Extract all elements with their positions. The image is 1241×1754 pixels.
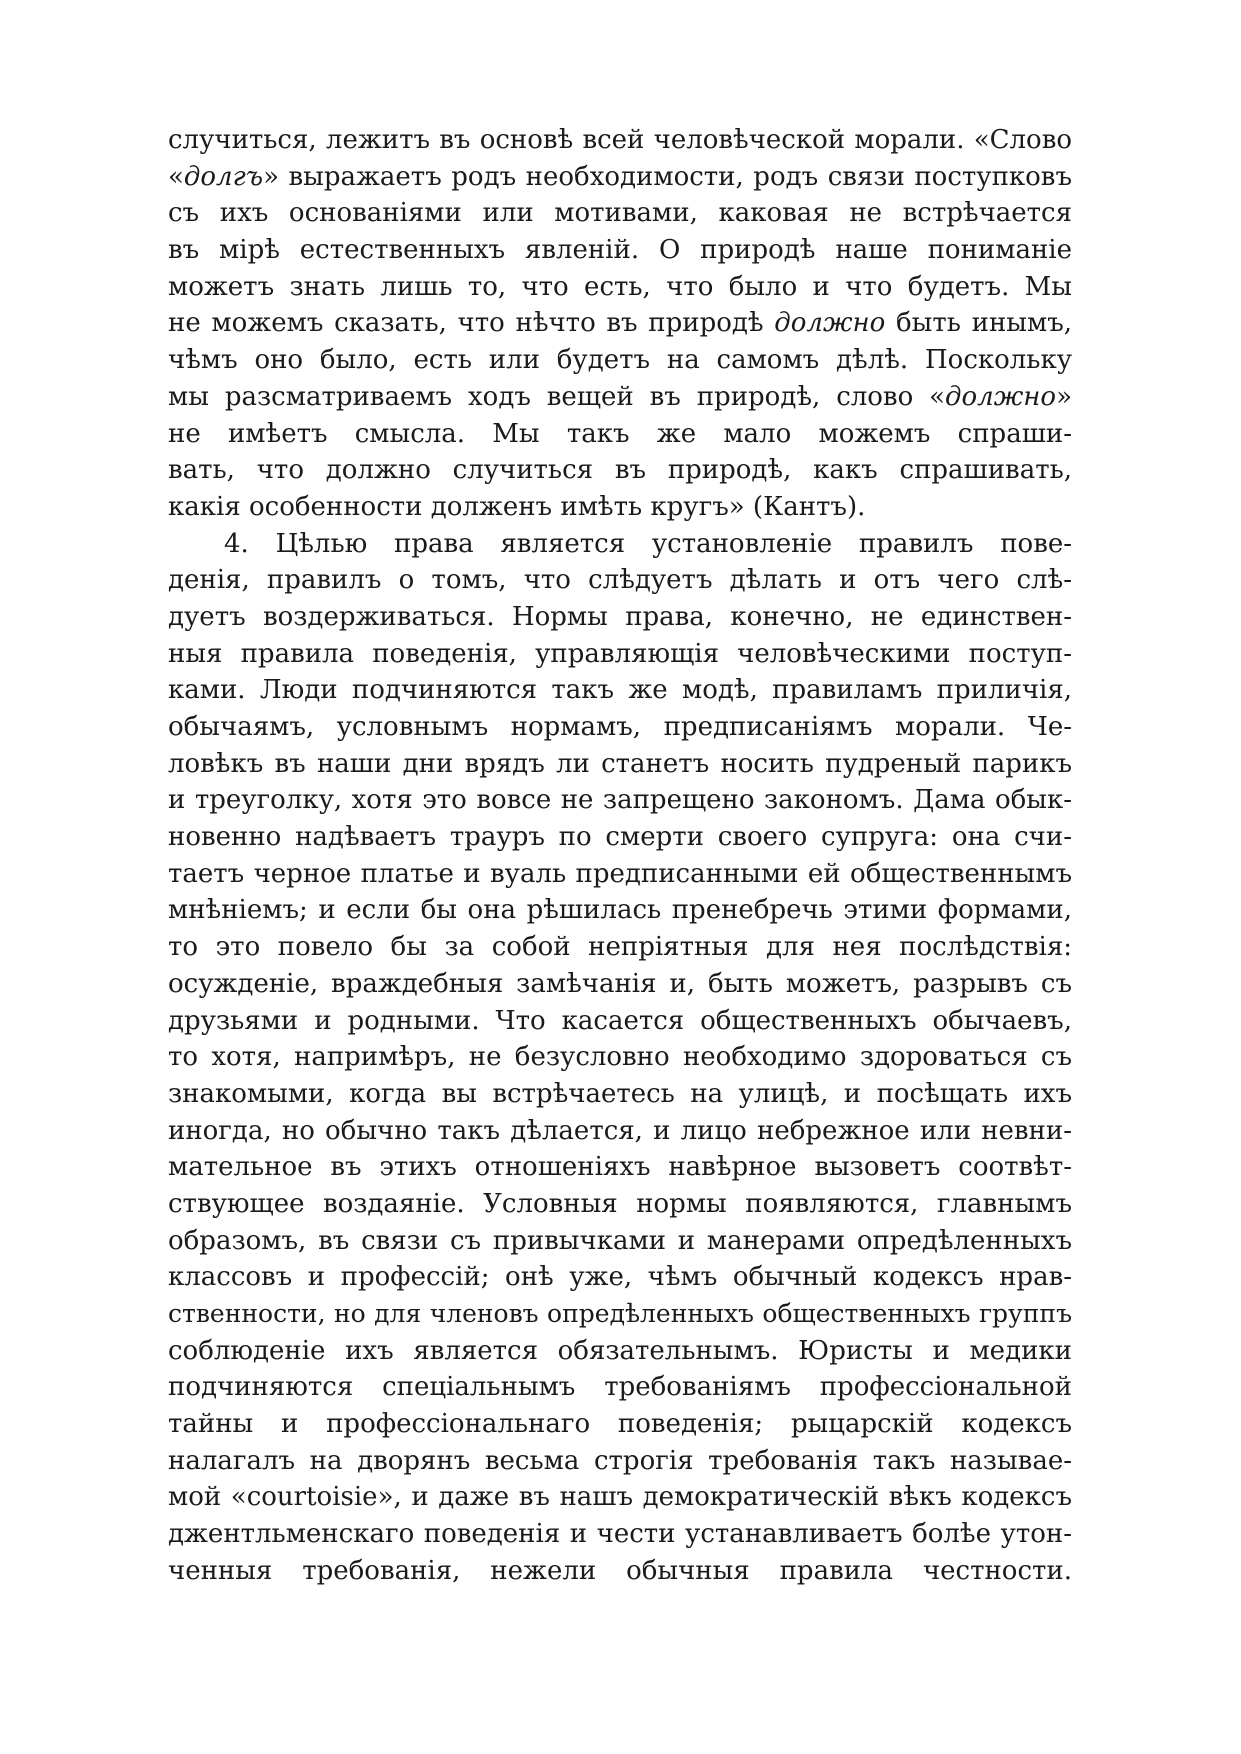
text-line: обычаямъ, условнымъ нормамъ, предписаніямъ морали. Че-	[168, 712, 1072, 742]
text-line: ственности, но для членовъ опредѣленныхъ общественныхъ группъ	[168, 1299, 1072, 1328]
text-line: мой «courtoisie», и даже въ нашъ демократическій вѣкъ кодексъ	[168, 1482, 1072, 1513]
text-line	[168, 305, 1072, 342]
italic-word: должно	[774, 308, 886, 339]
text-line: подчиняются спеціальнымъ требованіямъ профессіональной	[168, 1372, 1072, 1403]
text-line: ками. Люди подчиняются такъ же модѣ, правиламъ приличія,	[168, 675, 1072, 706]
text-line: классовъ и профессій; онѣ уже, чѣмъ обычный кодексъ нрав-	[168, 1262, 1072, 1293]
text-line: налагалъ на дворянъ весьма строгія требованія такъ называе-	[168, 1445, 1072, 1476]
text-line: иногда, но обычно такъ дѣлается, и лицо небрежное или невни-	[168, 1115, 1072, 1146]
text-run: «	[168, 161, 184, 192]
text-line: соблюденіе ихъ является обязательнымъ. Юристы и медики	[168, 1335, 1072, 1366]
text-line: то это повело бы за собой непріятныя для нея послѣдствія:	[168, 932, 1072, 963]
text-run: быть инымъ,	[885, 308, 1072, 339]
text-line	[168, 159, 1072, 196]
text-line: новенно надѣваетъ трауръ по смерти своего супруга: она счи-	[168, 822, 1072, 853]
text-line: съ ихъ основаніями или мотивами, каковая не встрѣчается	[168, 198, 1072, 229]
italic-word: долгъ	[183, 161, 264, 192]
text-line: вать, что должно случиться въ природѣ, какъ спрашивать,	[168, 455, 1072, 486]
text-line: не имѣетъ смысла. Мы такъ же мало можемъ спраши-	[168, 418, 1072, 449]
text-run: мы разсматриваемъ ходъ вещей въ природѣ, слово «	[168, 381, 946, 412]
text-run: »	[1056, 381, 1072, 412]
text-line: ченныя требованія, нежели обычныя правила честности.	[168, 1555, 1072, 1586]
text-line: ныя правила поведенія, управляющія человѣческими поступ-	[168, 638, 1072, 669]
text-run: » выражаетъ родъ необходимости, родъ связи поступковъ	[263, 161, 1072, 192]
text-line: друзьями и родными. Что касается общественныхъ обычаевъ,	[168, 1005, 1072, 1036]
text-line: то хотя, напримѣръ, не безусловно необходимо здороваться съ	[168, 1042, 1072, 1073]
text-line: случиться, лежитъ въ основѣ всей человѣческой морали. «Слово	[168, 125, 1072, 155]
text-line: таетъ черное платье и вуаль предписанными ей общественнымъ	[168, 858, 1072, 889]
text-line: въ мірѣ естественныхъ явленій. О природѣ наше пониманіе	[168, 235, 1072, 266]
italic-word: должно	[945, 381, 1057, 412]
text-line: денія, правилъ о томъ, что слѣдуетъ дѣлать и отъ чего слѣ-	[168, 565, 1072, 596]
text-line: и треуголку, хотя это вовсе не запрещено закономъ. Дама обык-	[168, 785, 1072, 816]
text-line	[168, 379, 1072, 416]
text-line: ствующее воздаяніе. Условныя нормы появляются, главнымъ	[168, 1188, 1072, 1219]
text-line: дуетъ воздерживаться. Нормы права, конечно, не единствен-	[168, 601, 1072, 632]
text-run: не можемъ сказать, что нѣчто въ природѣ	[168, 308, 775, 339]
text-line: какія особенности долженъ имѣть кругъ» (Кантъ).	[168, 491, 866, 522]
text-line: образомъ, въ связи съ привычками и манерами опредѣленныхъ	[168, 1225, 1072, 1256]
text-line: мательное въ этихъ отношеніяхъ навѣрное вызоветъ соотвѣт-	[168, 1152, 1072, 1183]
text-line: джентльменскаго поведенія и чести устанавливаетъ болѣе утон-	[168, 1519, 1072, 1550]
text-line: осужденіе, враждебныя замѣчанія и, быть можетъ, разрывъ съ	[168, 968, 1072, 999]
text-line: чѣмъ оно было, есть или будетъ на самомъ дѣлѣ. Поскольку	[168, 345, 1072, 376]
text-line: 4. Цѣлью права является установленіе правилъ пове-	[224, 528, 1072, 559]
text-line: тайны и профессіональнаго поведенія; рыцарскій кодексъ	[168, 1409, 1072, 1440]
text-line: знакомыми, когда вы встрѣчаетесь на улицѣ, и посѣщать ихъ	[168, 1078, 1072, 1109]
text-line: можетъ знать лишь то, что есть, что было и что будетъ. Мы	[168, 271, 1072, 302]
text-line: мнѣніемъ; и если бы она рѣшилась пренебречь этими формами,	[168, 895, 1072, 926]
body-text	[168, 122, 1072, 1590]
text-line: ловѣкъ въ наши дни врядъ ли станетъ носить пудреный парикъ	[168, 748, 1072, 779]
